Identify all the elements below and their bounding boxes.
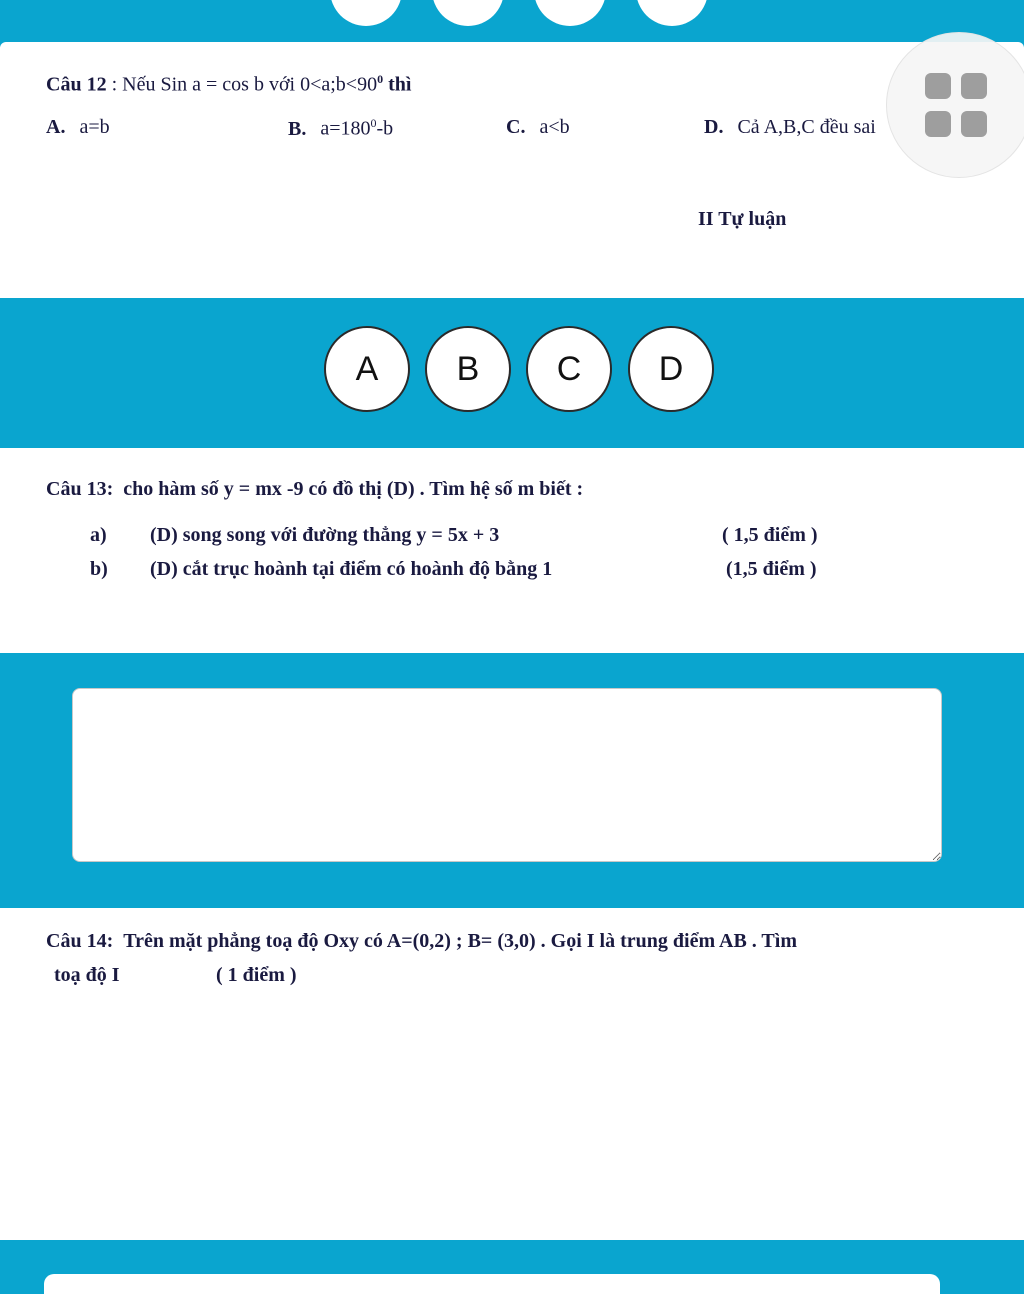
- question-12-card: [0, 42, 1024, 298]
- question-13-item-a-text: (D) song song với đường thẳng y = 5x + 3: [150, 524, 500, 546]
- answer-button-a[interactable]: A: [324, 326, 410, 412]
- option-a: A. a=b: [46, 116, 110, 138]
- option-b: B. $a=180^0-b$: [288, 116, 394, 140]
- question-14-label: Câu 14:: [46, 930, 114, 952]
- top-answer-strip: [0, 0, 1024, 32]
- answer-choice-strip: [0, 300, 1024, 438]
- grid-menu-icon[interactable]: [886, 32, 1024, 178]
- question-14-text: Câu 14: Trên mặt phẳng toạ độ Oxy có A=(0,2) ; B= (3,0) . Gọi I là trung điểm AB . Tìm: [46, 930, 797, 952]
- question-13-item-b-points: (1,5 điểm ): [726, 558, 817, 580]
- question-12-label: Câu 12: [46, 73, 107, 96]
- question-13-item-b: b): [90, 558, 108, 580]
- top-answer-button-4[interactable]: [636, 0, 708, 26]
- option-d: D. Cả A,B,C đều sai: [704, 116, 876, 138]
- answer-button-d[interactable]: D: [628, 326, 714, 412]
- question-12-text: Câu 12 : Nếu Sin a = cos b với $0<a;b<90^0$ thì: [46, 72, 412, 96]
- next-card-edge: [44, 1274, 940, 1294]
- top-answer-button-3[interactable]: [534, 0, 606, 26]
- answer-button-c[interactable]: C: [526, 326, 612, 412]
- top-answer-button-2[interactable]: [432, 0, 504, 26]
- question-13-item-b-text: (D) cắt trục hoành tại điểm có hoành độ bằng 1: [150, 558, 553, 580]
- top-answer-button-1[interactable]: [330, 0, 402, 26]
- section-heading: II Tự luận: [698, 208, 787, 230]
- question-13-item-a: a): [90, 524, 107, 546]
- answer-textarea[interactable]: [72, 688, 942, 862]
- question-14-text-line2: toạ độ I: [54, 964, 120, 986]
- answer-button-b[interactable]: B: [425, 326, 511, 412]
- question-13-card: [0, 448, 1024, 653]
- question-13-text: Câu 13: cho hàm số y = mx -9 có đồ thị (D) . Tìm hệ số m biết :: [46, 478, 584, 500]
- question-14-points: ( 1 điểm ): [216, 964, 297, 986]
- question-13-label: Câu 13:: [46, 478, 114, 500]
- question-14-card: [0, 908, 1024, 1240]
- option-c: C. a<b: [506, 116, 570, 138]
- question-13-item-a-points: ( 1,5 điểm ): [722, 524, 818, 546]
